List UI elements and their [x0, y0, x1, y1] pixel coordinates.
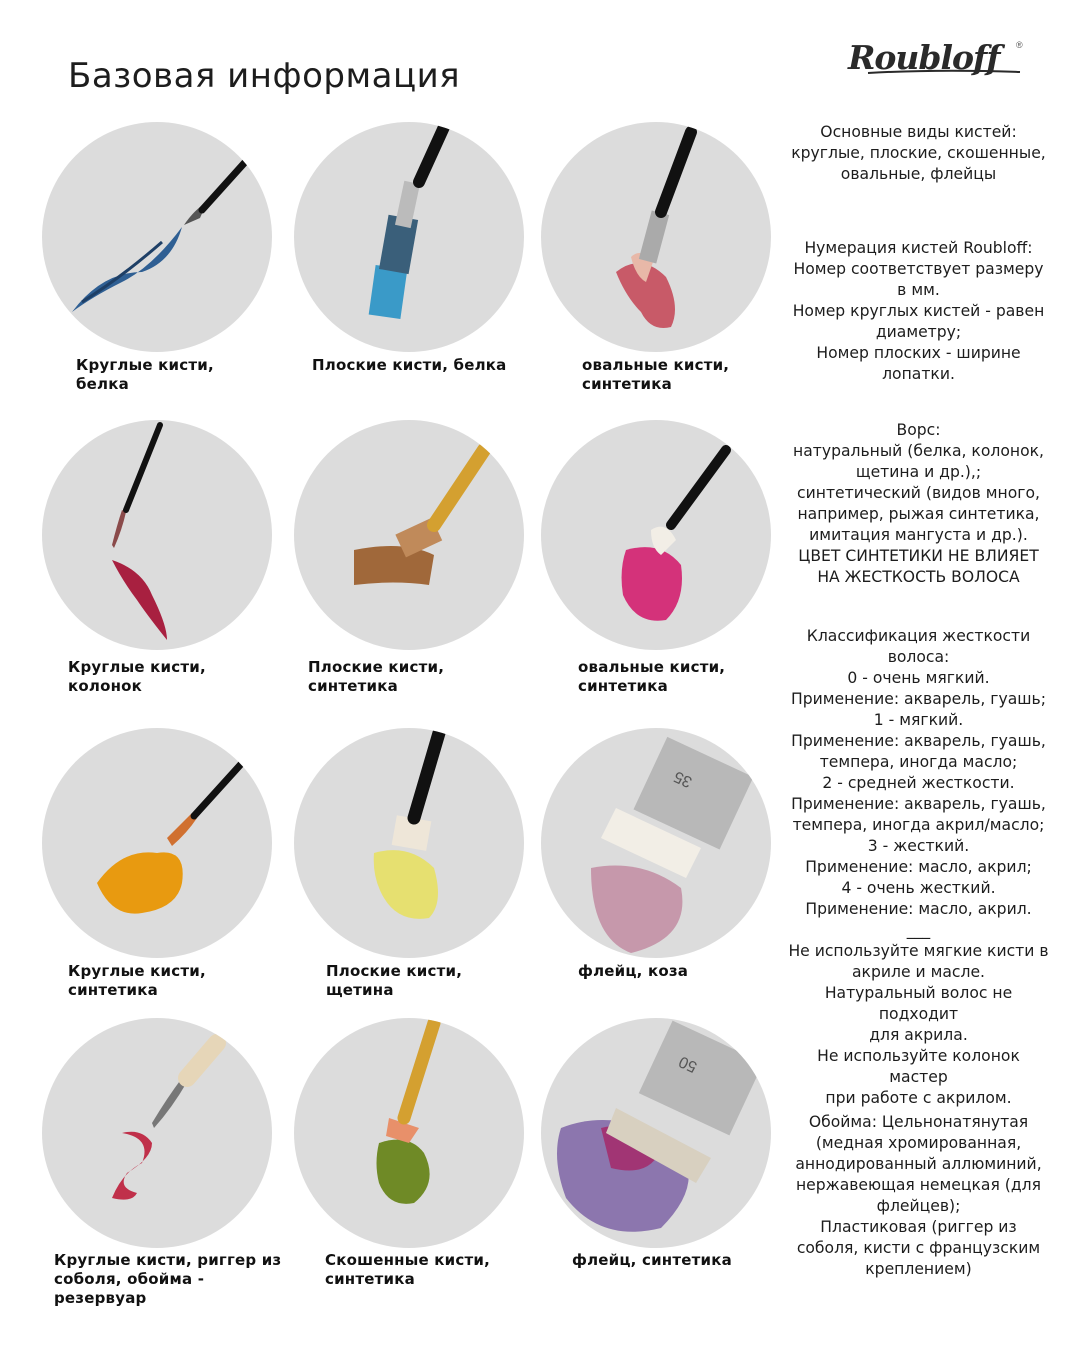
angled-brush-photo-icon	[294, 1018, 524, 1248]
rigger-brush-photo-icon	[42, 1018, 272, 1248]
tile-caption: Круглые кисти, белка	[76, 356, 214, 393]
logo-wordmark: Roubloff	[848, 38, 1000, 77]
tile-oval-synthetic-2	[541, 420, 771, 650]
tile-angled-synthetic	[294, 1018, 524, 1248]
tile-rigger-sable	[42, 1018, 272, 1248]
oval-brush-photo-icon	[541, 420, 771, 650]
round-brush-photo-icon	[42, 728, 272, 958]
flat-wash-brush-photo-icon	[541, 728, 771, 958]
tile-round-squirrel	[42, 122, 272, 352]
brand-logo	[848, 38, 1028, 82]
tile-caption: Скошенные кисти, синтетика	[325, 1251, 490, 1288]
flat-brush-photo-icon	[294, 122, 524, 352]
tile-caption: Круглые кисти, синтетика	[68, 962, 206, 999]
tile-flat-synthetic	[294, 420, 524, 650]
tile-flat-wash-goat	[541, 728, 771, 958]
tile-caption: Плоские кисти, белка	[312, 356, 507, 374]
tile-oval-synthetic	[541, 122, 771, 352]
tile-caption: Круглые кисти, колонок	[68, 658, 206, 695]
flat-wash-brush-photo-icon	[541, 1018, 771, 1248]
round-brush-photo-icon	[42, 122, 272, 352]
round-brush-photo-icon	[42, 420, 272, 650]
tile-caption: овальные кисти, синтетика	[582, 356, 730, 393]
tile-round-synthetic	[42, 728, 272, 958]
tile-caption: флейц, коза	[578, 962, 689, 980]
tile-caption: овальные кисти, синтетика	[578, 658, 726, 695]
logo-swash-icon	[848, 68, 1023, 78]
info-ferrule: Обойма: Цельнонатянутая (медная хромированная, аннодированный аллюминий, нержавеющая немецкая (для флейцев); Пластиковая (риггер из соболя, кисти с французским креплением)	[795, 1113, 1042, 1278]
ferrule-number: 50	[676, 1052, 700, 1076]
page-title: Базовая информация	[68, 56, 461, 96]
flat-brush-photo-icon	[294, 728, 524, 958]
tile-caption: флейц, синтетика	[572, 1251, 732, 1269]
tile-caption: Круглые кисти, риггер из соболя, обойма - резервуар	[54, 1251, 282, 1307]
oval-brush-photo-icon	[541, 122, 771, 352]
tile-round-kolinsky	[42, 420, 272, 650]
info-hair: Ворс: натуральный (белка, колонок, щетина и др.),; синтетический (видов много, например, рыжая синтетика, имитация мангуста и др.). ЦВЕТ СИНТЕТИКИ НЕ ВЛИЯЕТ НА ЖЕСТКОСТЬ ВОЛОСА	[793, 421, 1044, 586]
tile-flat-squirrel	[294, 122, 524, 352]
tile-caption: Плоские кисти, щетина	[326, 962, 463, 999]
info-stiffness: Классификация жесткости волоса: 0 - очень мягкий. Применение: акварель, гуашь; 1 - мягкий. Применение: акварель, гуашь, темпера, иногда масло; 2 - средней жесткости. Применение: акварель, гуашь, темпера, иногда акрил/масло; 3 - жесткий. Применение: масло, акрил; 4 - очень жесткий. Применение: масло, акрил. ___ Не используйте мягкие кисти в акриле и масле. Натуральный волос не подходит для акрила. Не используйте колонок мастер при работе с акрилом.	[788, 627, 1049, 1107]
tile-flat-bristle	[294, 728, 524, 958]
tile-flat-wash-synthetic	[541, 1018, 771, 1248]
info-brush-types: Основные виды кистей: круглые, плоские, скошенные, овальные, флейцы	[791, 123, 1046, 183]
registered-mark: ®	[1016, 40, 1023, 50]
tile-caption: Плоские кисти, синтетика	[308, 658, 445, 695]
info-numbering: Нумерация кистей Roubloff: Номер соответствует размеру в мм. Номер круглых кистей - равен диаметру; Номер плоских - ширине лопатки.	[792, 239, 1045, 383]
ferrule-number: 35	[671, 767, 695, 791]
flat-brush-photo-icon	[294, 420, 524, 650]
